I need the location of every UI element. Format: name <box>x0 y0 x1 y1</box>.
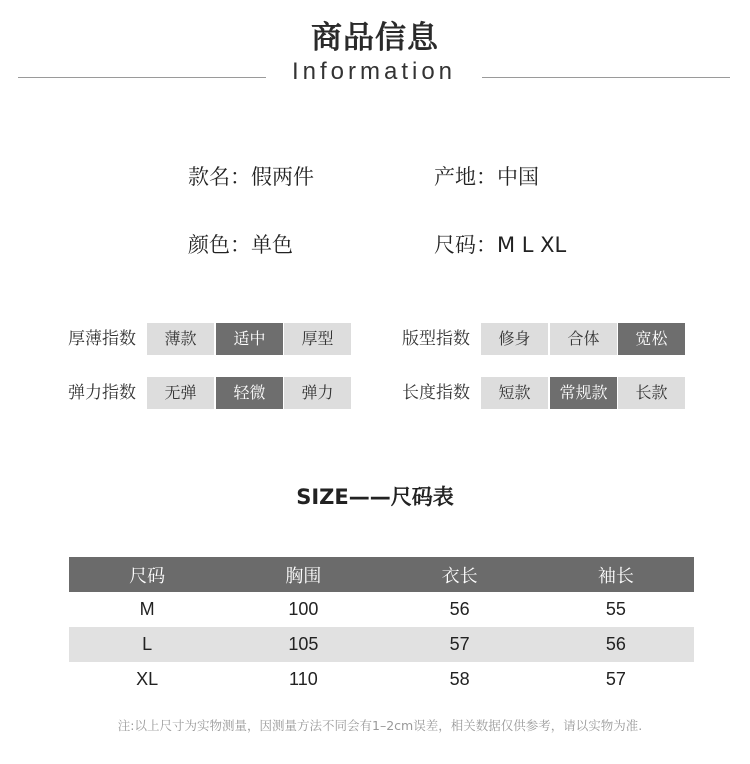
cell-size: M <box>139 599 155 619</box>
attr-color-value: 单色 <box>251 233 293 257</box>
cell-chest: 105 <box>225 627 381 662</box>
header-sleeve: 袖长 <box>538 557 694 592</box>
table-row <box>69 592 694 627</box>
size-chart-title: SIZE——尺码表 <box>296 485 454 509</box>
option-stretch[interactable]: 弹力 <box>284 377 351 409</box>
option-short[interactable]: 短款 <box>481 377 548 409</box>
cell-length: 56 <box>449 599 470 619</box>
option-thick[interactable]: 厚型 <box>284 323 351 355</box>
attr-style-label: 款名 <box>188 165 230 189</box>
option-slim[interactable]: 修身 <box>481 323 548 355</box>
attr-origin-value: 中国 <box>497 165 539 189</box>
option-loose[interactable]: 宽松 <box>618 323 685 355</box>
option-label-thickness: 厚薄指数 <box>68 329 136 349</box>
option-label-elasticity: 弹力指数 <box>68 383 136 403</box>
divider-right <box>482 77 730 78</box>
header-chest: 胸围 <box>225 557 381 592</box>
attr-sizes-value: M L XL <box>497 233 567 257</box>
header-length: 衣长 <box>382 557 538 592</box>
attr-color-label: 颜色 <box>188 233 230 257</box>
size-table-header <box>69 557 694 592</box>
table-row <box>69 662 694 697</box>
option-medium[interactable]: 适中 <box>216 323 283 355</box>
option-label-length: 长度指数 <box>402 383 470 403</box>
size-table <box>69 557 694 697</box>
header-size: 尺码 <box>69 557 225 592</box>
cell-length: 57 <box>382 627 538 662</box>
cell-length: 58 <box>449 669 470 689</box>
attr-style: 款名：假两件 <box>188 165 314 189</box>
cell-size: L <box>69 627 225 662</box>
option-regular-fit[interactable]: 合体 <box>550 323 617 355</box>
attr-sizes: 尺码：M L XL <box>434 233 567 257</box>
option-regular-length[interactable]: 常规款 <box>550 377 617 409</box>
option-long[interactable]: 长款 <box>618 377 685 409</box>
cell-sleeve: 56 <box>538 627 694 662</box>
option-no-stretch[interactable]: 无弹 <box>147 377 214 409</box>
cell-chest: 110 <box>289 669 318 689</box>
attr-origin-label: 产地 <box>434 165 476 189</box>
measurement-note: 注:以上尺寸为实物测量，因测量方法不同会有1–2cm误差，相关数据仅供参考，请以实物为准. <box>117 718 643 733</box>
cell-sleeve: 57 <box>605 669 626 689</box>
cell-chest: 100 <box>288 599 319 619</box>
option-label-fit: 版型指数 <box>402 329 470 349</box>
attr-origin: 产地：中国 <box>434 165 539 189</box>
page-title: 商品信息 <box>311 20 439 56</box>
cell-sleeve: 55 <box>605 599 626 619</box>
attr-color: 颜色：单色 <box>188 233 293 257</box>
option-slight-stretch[interactable]: 轻微 <box>216 377 283 409</box>
divider-left <box>18 77 266 78</box>
table-row <box>69 627 694 662</box>
option-thin[interactable]: 薄款 <box>147 323 214 355</box>
page-subtitle: Information <box>291 58 457 85</box>
attr-sizes-label: 尺码 <box>434 233 476 257</box>
cell-size: XL <box>136 669 159 689</box>
attr-style-value: 假两件 <box>251 165 314 189</box>
